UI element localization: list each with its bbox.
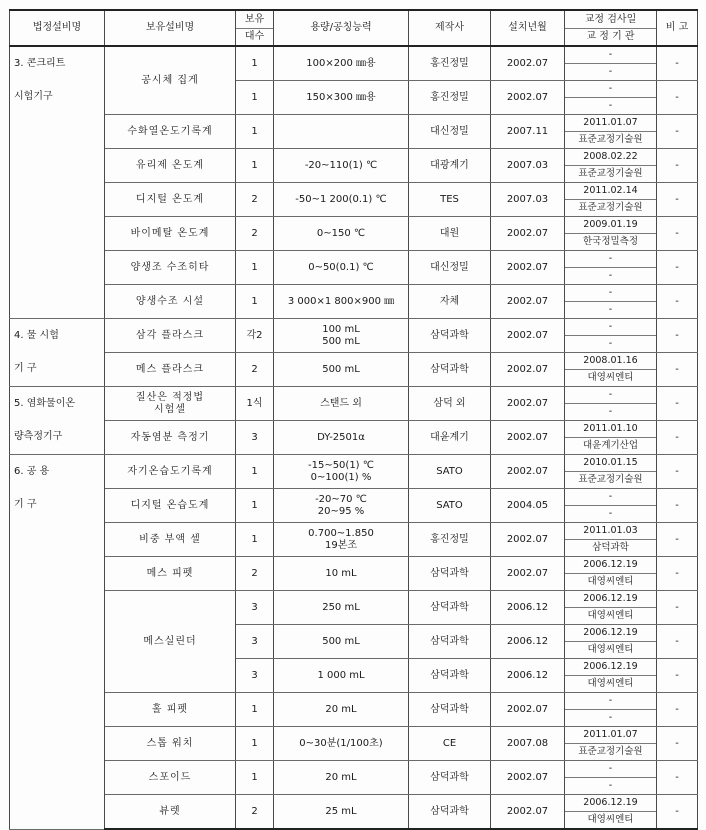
table-row	[10, 46, 698, 81]
note-cell: -	[657, 353, 698, 387]
qty-cell: 1	[236, 489, 274, 523]
calibration-cell	[565, 693, 657, 727]
calibration-cell	[565, 217, 657, 251]
maker-cell: 홍진정밀	[409, 81, 491, 115]
capacity-cell	[274, 115, 409, 149]
installed-cell: 2002.07	[491, 285, 565, 319]
calibration-org: 표준교정기술원	[565, 165, 656, 182]
calibration-org: -	[565, 403, 656, 420]
calibration-cell	[565, 523, 657, 557]
capacity-cell: 0~30분(1/100초)	[274, 727, 409, 761]
note-cell: -	[657, 693, 698, 727]
equipment-name-cell: 삼각 플라스크	[105, 319, 236, 353]
qty-cell: 2	[236, 183, 274, 217]
calibration-org: 한국정밀측정	[565, 233, 656, 250]
equipment-name-cell: 홀 피펫	[105, 693, 236, 727]
calibration-cell	[565, 489, 657, 523]
maker-cell: 삼덕과학	[409, 591, 491, 625]
header-equipment: 보유설비명	[105, 10, 236, 46]
capacity-cell: 20 mL	[274, 761, 409, 795]
qty-cell: 3	[236, 421, 274, 455]
calibration-org: -	[565, 97, 656, 114]
calibration-date: 2006.12.19	[583, 593, 638, 604]
installed-cell: 2002.07	[491, 387, 565, 421]
calibration-cell	[565, 319, 657, 353]
calibration-date: 2008.01.16	[583, 355, 638, 366]
calibration-cell	[565, 761, 657, 795]
header-qty: 보유 대수	[236, 10, 274, 46]
header-maker: 제작사	[409, 10, 491, 46]
capacity-cell: 스탠드 외	[274, 387, 409, 421]
table-row	[10, 727, 698, 761]
calibration-date: -	[608, 695, 613, 706]
equipment-name-cell: 자기온습도기록계	[105, 455, 236, 489]
qty-cell: 1	[236, 285, 274, 319]
note-cell: -	[657, 659, 698, 693]
note-cell: -	[657, 421, 698, 455]
calibration-date: 2011.01.07	[583, 117, 638, 128]
note-cell: -	[657, 115, 698, 149]
qty-cell: 각2	[236, 319, 274, 353]
calibration-date: 2011.01.03	[583, 525, 638, 536]
maker-cell: 삼덕과학	[409, 625, 491, 659]
calibration-date: -	[608, 83, 613, 94]
table-row	[10, 693, 698, 727]
note-cell: -	[657, 795, 698, 830]
maker-cell: 삼덕 외	[409, 387, 491, 421]
table-row	[10, 251, 698, 285]
note-cell: -	[657, 387, 698, 421]
capacity-cell: 0.700~1.850 19본조	[274, 523, 409, 557]
calibration-cell	[565, 659, 657, 693]
calibration-date: 2009.01.19	[583, 219, 638, 230]
calibration-date: 2006.12.19	[583, 661, 638, 672]
capacity-cell: 20 mL	[274, 693, 409, 727]
qty-cell: 1	[236, 81, 274, 115]
installed-cell: 2002.07	[491, 217, 565, 251]
calibration-org: 삼덕과학	[565, 539, 656, 556]
calibration-cell	[565, 795, 657, 830]
calibration-date: -	[608, 253, 613, 264]
qty-cell: 1	[236, 46, 274, 81]
table-header-row	[10, 10, 698, 46]
capacity-cell: -20~70 ℃ 20~95 %	[274, 489, 409, 523]
note-cell: -	[657, 251, 698, 285]
maker-cell: SATO	[409, 455, 491, 489]
capacity-cell: 250 mL	[274, 591, 409, 625]
table-row	[10, 455, 698, 489]
installed-cell: 2007.03	[491, 149, 565, 183]
calibration-date: -	[608, 389, 613, 400]
note-cell: -	[657, 727, 698, 761]
table-row	[10, 421, 698, 455]
calibration-cell	[565, 149, 657, 183]
equipment-name-cell: 양생조 수조히타	[105, 251, 236, 285]
note-cell: -	[657, 285, 698, 319]
maker-cell: 홍진정밀	[409, 46, 491, 81]
equipment-name-cell: 스포이드	[105, 761, 236, 795]
calibration-date: -	[608, 49, 613, 60]
calibration-org: -	[565, 335, 656, 352]
table-row	[10, 795, 698, 830]
qty-cell: 2	[236, 557, 274, 591]
capacity-cell: 1 000 mL	[274, 659, 409, 693]
calibration-org: 표준교정기술원	[565, 131, 656, 148]
qty-cell: 3	[236, 625, 274, 659]
calibration-cell	[565, 251, 657, 285]
note-cell: -	[657, 625, 698, 659]
maker-cell: 대신정밀	[409, 115, 491, 149]
qty-cell: 1	[236, 115, 274, 149]
note-cell: -	[657, 183, 698, 217]
installed-cell: 2002.07	[491, 455, 565, 489]
calibration-org: 대영씨엔티	[565, 607, 656, 624]
table-row	[10, 149, 698, 183]
calibration-org: -	[565, 301, 656, 318]
maker-cell: 자체	[409, 285, 491, 319]
capacity-cell: 100 mL 500 mL	[274, 319, 409, 353]
equipment-name-cell: 디지털 온습도계	[105, 489, 236, 523]
header-calibration: 교정 검사일 교 정 기 관	[565, 10, 657, 46]
calibration-org: 대윤계기산업	[565, 437, 656, 454]
calibration-cell	[565, 455, 657, 489]
installed-cell: 2002.07	[491, 523, 565, 557]
capacity-cell: 500 mL	[274, 625, 409, 659]
installed-cell: 2007.03	[491, 183, 565, 217]
note-cell: -	[657, 455, 698, 489]
installed-cell: 2002.07	[491, 319, 565, 353]
capacity-cell: -20~110(1) ℃	[274, 149, 409, 183]
calibration-org: -	[565, 63, 656, 80]
calibration-org: -	[565, 777, 656, 794]
qty-cell: 2	[236, 217, 274, 251]
capacity-cell: 3 000×1 800×900 ㎜	[274, 285, 409, 319]
capacity-cell: 25 mL	[274, 795, 409, 830]
calibration-org: 대영씨엔티	[565, 675, 656, 692]
table-row	[10, 183, 698, 217]
equipment-name-cell: 스톱 워치	[105, 727, 236, 761]
note-cell: -	[657, 761, 698, 795]
category-cell: 4. 물 시험 기 구	[10, 319, 105, 387]
capacity-cell: 500 mL	[274, 353, 409, 387]
capacity-cell: 0~50(0.1) ℃	[274, 251, 409, 285]
maker-cell: TES	[409, 183, 491, 217]
calibration-org: -	[565, 709, 656, 726]
qty-cell: 1식	[236, 387, 274, 421]
qty-cell: 1	[236, 251, 274, 285]
calibration-date: 2006.12.19	[583, 627, 638, 638]
equipment-name-cell: 양생수조 시설	[105, 285, 236, 319]
qty-cell: 1	[236, 523, 274, 557]
installed-cell: 2006.12	[491, 659, 565, 693]
table-row	[10, 761, 698, 795]
table-row	[10, 353, 698, 387]
equipment-name-cell: 비중 부액 셀	[105, 523, 236, 557]
qty-cell: 2	[236, 353, 274, 387]
calibration-cell	[565, 625, 657, 659]
calibration-org: 표준교정기술원	[565, 743, 656, 760]
qty-cell: 1	[236, 149, 274, 183]
note-cell: -	[657, 149, 698, 183]
equipment-name-cell: 수화열온도기록계	[105, 115, 236, 149]
installed-cell: 2006.12	[491, 591, 565, 625]
maker-cell: 삼덕과학	[409, 761, 491, 795]
table-body	[10, 46, 698, 829]
table-row	[10, 557, 698, 591]
installed-cell: 2002.07	[491, 761, 565, 795]
header-capacity: 용량/공칭능력	[274, 10, 409, 46]
capacity-cell: -50~1 200(0.1) ℃	[274, 183, 409, 217]
table-row	[10, 115, 698, 149]
calibration-org: 표준교정기술원	[565, 199, 656, 216]
calibration-date: -	[608, 491, 613, 502]
table-row	[10, 387, 698, 421]
capacity-cell: DY-2501α	[274, 421, 409, 455]
note-cell: -	[657, 217, 698, 251]
installed-cell: 2006.12	[491, 625, 565, 659]
installed-cell: 2002.07	[491, 421, 565, 455]
installed-cell: 2007.08	[491, 727, 565, 761]
calibration-org: 대영씨엔티	[565, 641, 656, 658]
equipment-table	[9, 9, 698, 830]
calibration-date: 2008.02.22	[583, 151, 638, 162]
note-cell: -	[657, 319, 698, 353]
calibration-cell	[565, 591, 657, 625]
qty-cell: 3	[236, 591, 274, 625]
qty-cell: 2	[236, 795, 274, 830]
calibration-cell	[565, 46, 657, 81]
maker-cell: 대광계기	[409, 149, 491, 183]
note-cell: -	[657, 489, 698, 523]
note-cell: -	[657, 46, 698, 81]
note-cell: -	[657, 523, 698, 557]
category-cell: 5. 염화물이온 량측정기구	[10, 387, 105, 455]
capacity-cell: 100×200 ㎜용	[274, 46, 409, 81]
calibration-cell	[565, 353, 657, 387]
header-installed: 설치년월	[491, 10, 565, 46]
note-cell: -	[657, 591, 698, 625]
qty-cell: 1	[236, 727, 274, 761]
equipment-name-cell: 공시체 집게	[105, 46, 236, 115]
calibration-date: 2006.12.19	[583, 797, 638, 808]
table-row	[10, 591, 698, 625]
table-row	[10, 523, 698, 557]
calibration-org: -	[565, 505, 656, 522]
installed-cell: 2004.05	[491, 489, 565, 523]
maker-cell: 대원	[409, 217, 491, 251]
calibration-cell	[565, 183, 657, 217]
calibration-org: -	[565, 267, 656, 284]
maker-cell: 대윤계기	[409, 421, 491, 455]
calibration-date: 2010.01.15	[583, 457, 638, 468]
equipment-name-cell: 질산은 적정법 시험셀	[105, 387, 236, 421]
maker-cell: CE	[409, 727, 491, 761]
note-cell: -	[657, 557, 698, 591]
header-category: 법정설비명	[10, 10, 105, 46]
installed-cell: 2002.07	[491, 251, 565, 285]
qty-cell: 3	[236, 659, 274, 693]
calibration-org: 대영씨엔티	[565, 369, 656, 386]
maker-cell: 대신정밀	[409, 251, 491, 285]
calibration-org: 대영씨엔티	[565, 573, 656, 590]
table-row	[10, 285, 698, 319]
equipment-name-cell: 뷰렛	[105, 795, 236, 830]
installed-cell: 2002.07	[491, 46, 565, 81]
capacity-cell: -15~50(1) ℃ 0~100(1) %	[274, 455, 409, 489]
maker-cell: 삼덕과학	[409, 557, 491, 591]
maker-cell: 삼덕과학	[409, 353, 491, 387]
table-row	[10, 489, 698, 523]
calibration-org: 표준교정기술원	[565, 471, 656, 488]
calibration-date: -	[608, 287, 613, 298]
table-row	[10, 217, 698, 251]
equipment-name-cell: 메스실린더	[105, 591, 236, 693]
capacity-cell: 10 mL	[274, 557, 409, 591]
installed-cell: 2002.07	[491, 795, 565, 830]
calibration-date: 2011.02.14	[583, 185, 638, 196]
maker-cell: 홍진정밀	[409, 523, 491, 557]
qty-cell: 1	[236, 455, 274, 489]
installed-cell: 2002.07	[491, 81, 565, 115]
qty-cell: 1	[236, 761, 274, 795]
equipment-name-cell: 자동염분 측정기	[105, 421, 236, 455]
maker-cell: SATO	[409, 489, 491, 523]
installed-cell: 2007.11	[491, 115, 565, 149]
maker-cell: 삼덕과학	[409, 693, 491, 727]
calibration-cell	[565, 421, 657, 455]
maker-cell: 삼덕과학	[409, 795, 491, 830]
capacity-cell: 150×300 ㎜용	[274, 81, 409, 115]
equipment-name-cell: 바이메탈 온도계	[105, 217, 236, 251]
installed-cell: 2002.07	[491, 693, 565, 727]
calibration-cell	[565, 285, 657, 319]
calibration-date: 2011.01.10	[583, 423, 638, 434]
capacity-cell: 0~150 ℃	[274, 217, 409, 251]
maker-cell: 삼덕과학	[409, 319, 491, 353]
table-row	[10, 319, 698, 353]
header-note: 비 고	[657, 10, 698, 46]
category-cell: 6. 공 용 기 구	[10, 455, 105, 830]
calibration-cell	[565, 557, 657, 591]
calibration-cell	[565, 115, 657, 149]
calibration-org: 대영씨엔티	[565, 811, 656, 828]
equipment-name-cell: 메스 피펫	[105, 557, 236, 591]
calibration-cell	[565, 387, 657, 421]
maker-cell: 삼덕과학	[409, 659, 491, 693]
calibration-date: -	[608, 763, 613, 774]
note-cell: -	[657, 81, 698, 115]
calibration-date: -	[608, 321, 613, 332]
equipment-name-cell: 유리제 온도계	[105, 149, 236, 183]
qty-cell: 1	[236, 693, 274, 727]
calibration-date: 2006.12.19	[583, 559, 638, 570]
installed-cell: 2002.07	[491, 353, 565, 387]
calibration-cell	[565, 727, 657, 761]
equipment-name-cell: 디지털 온도계	[105, 183, 236, 217]
calibration-date: 2011.01.07	[583, 729, 638, 740]
category-cell: 3. 콘크리트 시험기구	[10, 46, 105, 319]
calibration-cell	[565, 81, 657, 115]
installed-cell: 2002.07	[491, 557, 565, 591]
equipment-name-cell: 메스 플라스크	[105, 353, 236, 387]
